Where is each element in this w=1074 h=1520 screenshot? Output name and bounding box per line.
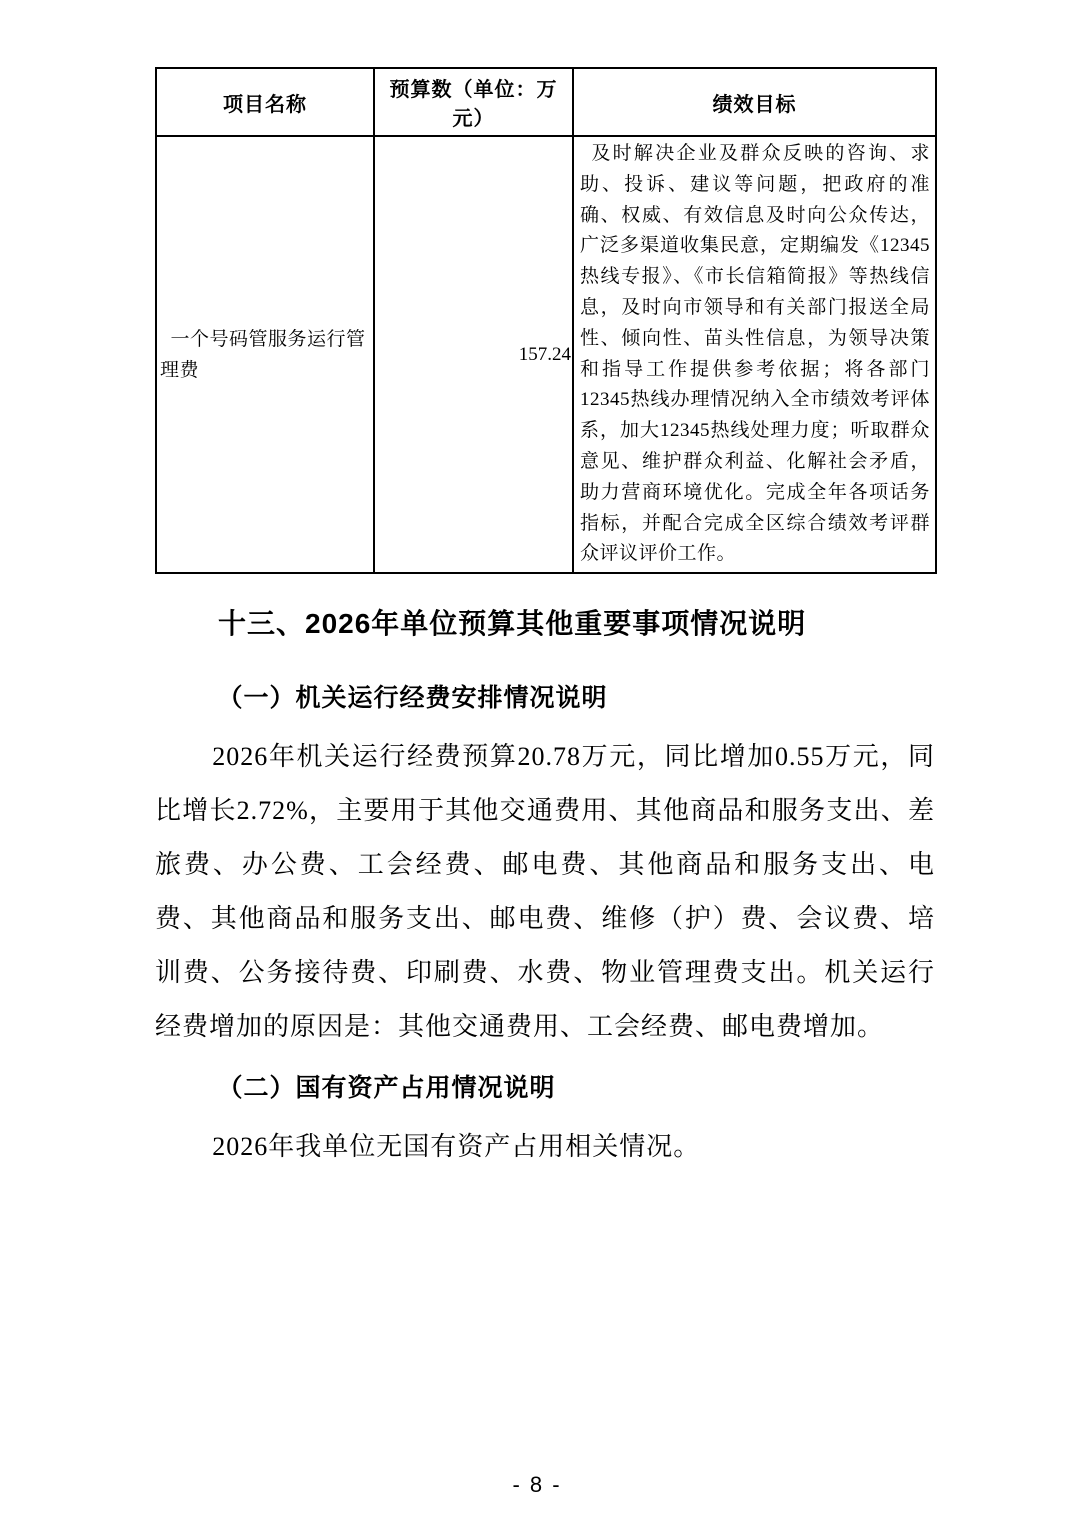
subsection-1-title: （一）机关运行经费安排情况说明 [217,685,608,713]
table-header-row [156,68,936,136]
subsection-2-paragraph: 2026年我单位无国有资产占用相关情况。 [212,1132,701,1162]
page-number: - 8 - [512,1472,562,1497]
subsection-1-paragraph: 2026年机关运行经费预算20.78万元，同比增加0.55万元，同比增长2.72%，主要用于其他交通费用、其他商品和服务支出、差旅费、办公费、工会经费、邮电费、其他商品和服务支出、电费、其他商品和服务支出、邮电费、维修（护）费、会议费、培训费、公务接待费、印刷费、水费、物业管理费支出。机关运行经费增加的原因是：其他交通费用、工会经费、邮电费增加。 [155,742,935,1042]
table-row [156,136,936,573]
cell-budget-amount: 157.24 [374,136,573,573]
budget-project-table [155,67,937,574]
col-header-budget-amount: 预算数（单位：万元） [374,68,573,136]
cell-project-name: 一个号码管服务运行管理费 [156,136,374,573]
cell-performance-target: 及时解决企业及群众反映的咨询、求助、投诉、建议等问题，把政府的准确、权威、有效信息及时向公众传达，广泛多渠道收集民意，定期编发《12345热线专报》、《市长信箱简报》等热线信息，及时向市领导和有关部门报送全局性、倾向性、苗头性信息，为领导决策和指导工作提供参考依据；将各部门12345热线办理情况纳入全市绩效考评体系，加大12345热线处理力度；听取群众意见、维护群众利益、化解社会矛盾，助力营商环境优化。完成全年各项话务指标，并配合完成全区综合绩效考评群众评议评价工作。 [573,136,936,573]
document-content [155,67,935,1174]
subsection-2-title: （二）国有资产占用情况说明 [217,1075,556,1103]
section-13-heading: 十三、2026年单位预算其他重要事项情况说明 [218,608,807,640]
col-header-project-name: 项目名称 [156,68,374,136]
col-header-performance-target: 绩效目标 [573,68,936,136]
